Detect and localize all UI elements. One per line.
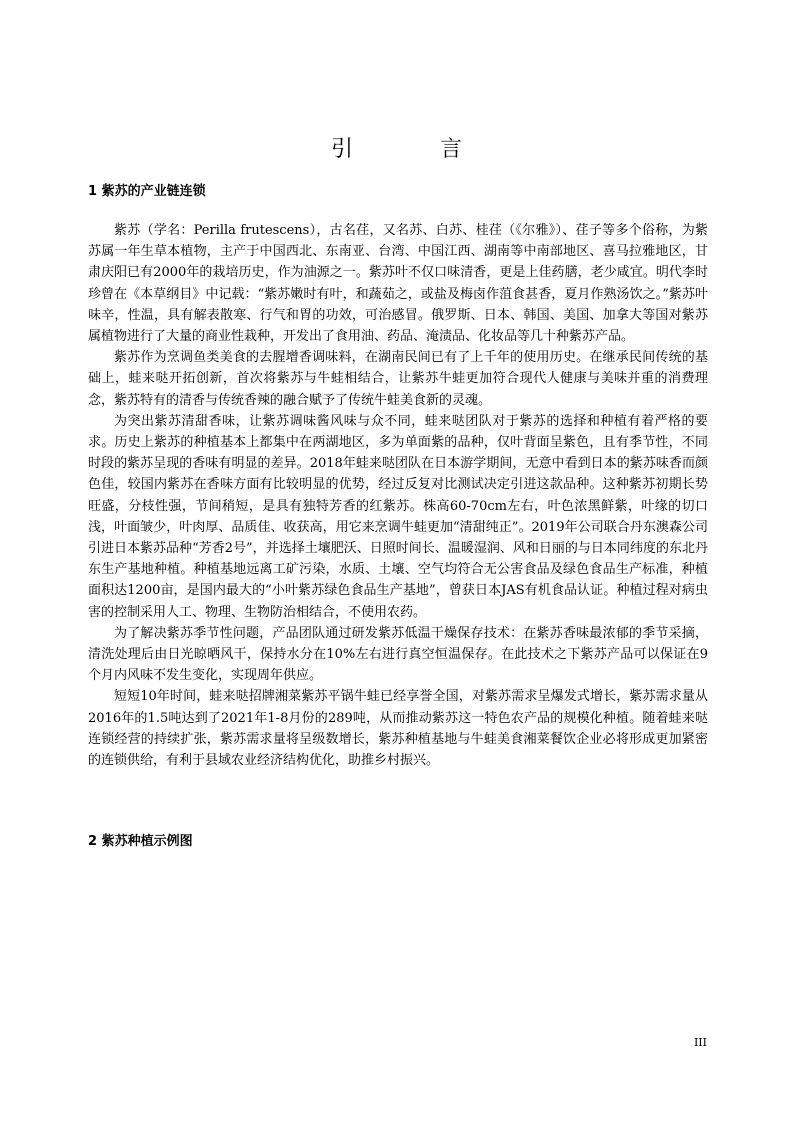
section-1-body xyxy=(88,220,708,771)
paragraph: 紫苏（学名：Perilla frutescens），古名荏，又名苏、白苏、桂荏（《尔雅》）、荏子等多个俗称，为紫苏属一年生草本植物，主产于中国西北、东南亚、台湾、中国江西、湖南等中南部地区、喜马拉雅地区，甘肃庆阳已有2000年的栽培历史，作为油源之一。紫苏叶不仅口味清香，更是上佳药膳，老少咸宜。明代李时珍曾在《本草纲目》中记载：“紫苏嫩时有叶，和蔬茹之，或盐及梅卤作菹食甚香，夏月作熟汤饮之。”紫苏叶味辛，性温，具有解表散寒、行气和胃的功效，可治感冒。俄罗斯、日本、韩国、美国、加拿大等国对紫苏属植物进行了大量的商业性栽种，开发出了食用油、药品、淹渍品、化妆品等几十种紫苏产品。 xyxy=(88,223,708,345)
page-title: 引 言 xyxy=(331,137,502,162)
paragraph: 为了解决紫苏季节性问题，产品团队通过研发紫苏低温干燥保存技术：在紫苏香味最浓郁的季节采摘，清洗处理后由日光晾晒风干，保持水分在10%左右进行真空恒温保存。在此技术之下紫苏产品可以保证在9个月内风味不发生变化，实现周年供应。 xyxy=(88,625,708,684)
section-heading-1: 1 紫苏的产业链连锁 xyxy=(88,184,206,199)
page-number: III xyxy=(693,1036,707,1049)
paragraph: 短短10年时间，蛙来哒招牌湘菜紫苏平锅牛蛙已经享誉全国，对紫苏需求呈爆发式增长，紫苏需求量从2016年的1.5吨达到了2021年1-8月份的289吨，从而推动紫苏这一特色农产品的规模化种植。随着蛙来哒连锁经营的持续扩张，紫苏需求量将呈级数增长，紫苏种植基地与牛蛙美食湘菜餐饮企业必将形成更加紧密的连锁供给，有利于县域农业经济结构优化，助推乡村振兴。 xyxy=(88,689,708,769)
paragraph: 为突出紫苏清甜香味，让紫苏调味酱风味与众不同，蛙来哒团队对于紫苏的选择和种植有着严格的要求。历史上紫苏的种植基本上都集中在两湖地区，多为单面紫的品种，仅叶背面呈紫色，且有季节性，不同时段的紫苏呈现的香味有明显的差异。2018年蛙来哒团队在日本游学期间，无意中看到日本的紫苏味香而颜色佳，较国内紫苏在香味方面有比较明显的优势，经过反复对比测试决定引进这款品种。这种紫苏初期长势旺盛，分枝性强，节间稍短，是具有独特芳香的红紫苏。株高60-70cm左右，叶色浓黑鲜紫，叶缘的切口浅，叶面皱少，叶肉厚、品质佳、收获高，用它来烹调牛蛙更加“清甜纯正”。2019年公司联合丹东澳森公司引进日本紫苏品种“芳香2号”，并选择土壤肥沃、日照时间长、温暖湿润、风和日丽的与日本同纬度的东北丹东生产基地种植。种植基地远离工矿污染，水质、土壤、空气均符合无公害食品及绿色食品生产标准，种植面积达1200亩，是国内最大的“小叶紫苏绿色食品生产基地”，曾获日本JAS有机食品认证。种植过程对病虫害的控制采用人工、物理、生物防治相结合，不使用农药。 xyxy=(88,413,708,620)
section-heading-2: 2 紫苏种植示例图 xyxy=(88,834,193,849)
paragraph: 紫苏作为烹调鱼类美食的去腥增香调味料，在湖南民间已有了上千年的使用历史。在继承民间传统的基础上，蛙来哒开拓创新，首次将紫苏与牛蛙相结合，让紫苏牛蛙更加符合现代人健康与美味并重的消费理念，紫苏特有的清香与传统香辣的融合赋予了传统牛蛙美食新的灵魂。 xyxy=(88,350,708,408)
